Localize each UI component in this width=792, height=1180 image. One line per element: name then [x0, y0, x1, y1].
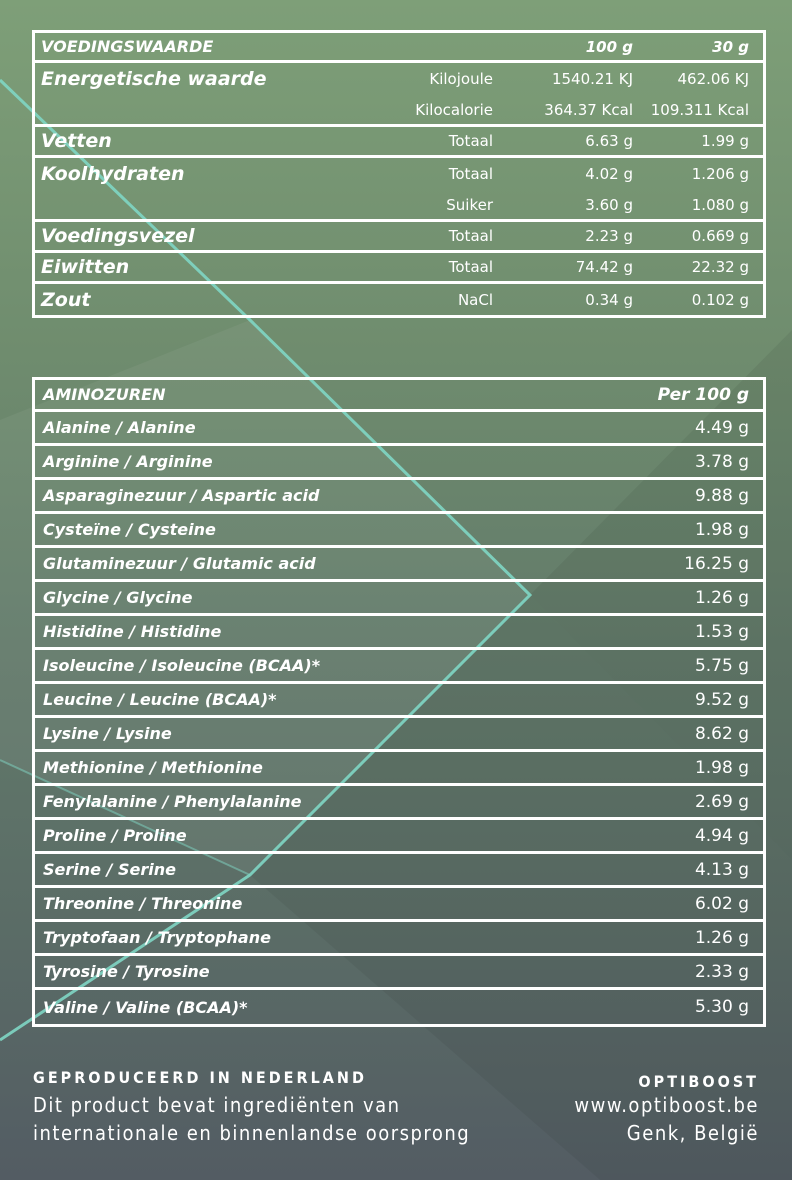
amino-row — [35, 854, 763, 888]
amino-label: Glycine / Glycine — [43, 588, 193, 607]
amino-value: 9.52 g — [694, 689, 749, 710]
nutrient-value-30g: 22.32 g — [691, 258, 749, 276]
nutrient-unit: Totaal — [448, 258, 493, 276]
amino-value: 6.02 g — [694, 893, 749, 914]
amino-col-per100g: Per 100 g — [657, 384, 749, 405]
amino-row — [35, 514, 763, 548]
nutrient-label: Eiwitten — [41, 256, 130, 278]
nutrient-unit: NaCl — [457, 290, 493, 309]
amino-value: 1.26 g — [694, 587, 749, 608]
amino-label: Arginine / Arginine — [43, 452, 213, 471]
nutrient-value-30g: 462.06 KJ — [677, 70, 749, 88]
nutrient-value-100g: 74.42 g — [575, 258, 633, 276]
amino-value: 5.30 g — [694, 997, 749, 1017]
nutrition-row — [35, 158, 763, 190]
amino-value: 4.49 g — [694, 417, 749, 438]
nutrient-value-100g: 3.60 g — [585, 195, 633, 214]
nutrition-row — [35, 284, 763, 315]
amino-label: Isoleucine / Isoleucine (BCAA)* — [43, 656, 321, 675]
nutrition-table — [32, 30, 766, 318]
amino-label: Fenylalanine / Phenylalanine — [43, 792, 302, 811]
amino-acids-table — [32, 377, 766, 1027]
nutrition-row — [35, 63, 763, 95]
nutrition-row — [35, 253, 763, 284]
amino-row — [35, 786, 763, 820]
amino-value: 1.98 g — [694, 757, 749, 778]
amino-label: Histidine / Histidine — [43, 622, 222, 641]
amino-label: Proline / Proline — [43, 826, 187, 845]
nutrient-value-100g: 364.37 Kcal — [544, 100, 633, 119]
amino-label: Methionine / Methionine — [43, 758, 263, 777]
amino-label: Valine / Valine (BCAA)* — [43, 997, 248, 1017]
brand-location: Genk, België — [626, 1121, 759, 1145]
amino-label: Asparaginezuur / Aspartic acid — [43, 486, 320, 505]
amino-row — [35, 582, 763, 616]
amino-label: Tryptofaan / Tryptophane — [43, 928, 271, 947]
amino-label: Threonine / Threonine — [43, 894, 243, 913]
amino-value: 4.13 g — [694, 859, 749, 880]
amino-value: 8.62 g — [694, 723, 749, 744]
nutrient-value-30g: 1.99 g — [701, 132, 749, 150]
amino-header-row — [35, 380, 763, 412]
amino-label: Leucine / Leucine (BCAA)* — [43, 690, 277, 709]
amino-value: 1.53 g — [694, 621, 749, 642]
nutrient-value-100g: 1540.21 KJ — [551, 70, 633, 88]
nutrient-unit: Kilojoule — [429, 70, 493, 88]
nutrient-value-30g: 1.206 g — [691, 165, 749, 183]
amino-label: Glutaminezuur / Glutamic acid — [43, 554, 316, 573]
nutrient-label: Voedingsvezel — [41, 225, 195, 247]
nutrient-label: Vetten — [41, 130, 112, 152]
amino-value: 2.69 g — [694, 791, 749, 812]
amino-row — [35, 956, 763, 990]
nutrient-label: Koolhydraten — [41, 163, 185, 185]
amino-value: 1.98 g — [694, 519, 749, 540]
amino-row — [35, 616, 763, 650]
amino-row — [35, 412, 763, 446]
origin-title: GEPRODUCEERD IN NEDERLAND — [33, 1068, 367, 1087]
amino-value: 16.25 g — [684, 553, 749, 574]
nutrition-col-30g: 30 g — [712, 37, 749, 56]
nutrient-label: Zout — [41, 288, 91, 311]
amino-label: Lysine / Lysine — [43, 724, 172, 743]
nutrient-unit: Kilocalorie — [415, 100, 493, 119]
nutrient-unit: Totaal — [448, 227, 493, 245]
nutrient-unit: Suiker — [446, 195, 493, 214]
origin-line-1: Dit product bevat ingrediënten van — [33, 1093, 401, 1117]
amino-label: Serine / Serine — [43, 860, 176, 879]
nutrient-value-30g: 0.102 g — [691, 290, 749, 309]
amino-label: Alanine / Alanine — [43, 418, 196, 437]
brand-info — [574, 1072, 759, 1147]
amino-row — [35, 922, 763, 956]
amino-value: 2.33 g — [694, 961, 749, 982]
nutrition-header-row — [35, 33, 763, 63]
brand-website[interactable]: www.optiboost.be — [574, 1093, 759, 1117]
nutrient-unit: Totaal — [448, 165, 493, 183]
amino-row — [35, 888, 763, 922]
amino-row — [35, 480, 763, 514]
amino-label: Tyrosine / Tyrosine — [43, 962, 210, 981]
amino-value: 5.75 g — [694, 655, 749, 676]
nutrition-col-100g: 100 g — [585, 37, 633, 56]
nutrient-value-100g: 4.02 g — [585, 165, 633, 183]
amino-value: 4.94 g — [694, 825, 749, 846]
amino-value: 1.26 g — [694, 927, 749, 948]
nutrient-label: Energetische waarde — [41, 68, 267, 90]
amino-value: 9.88 g — [694, 485, 749, 506]
amino-title: AMINOZUREN — [43, 385, 166, 404]
nutrient-value-100g: 6.63 g — [585, 132, 633, 150]
nutrition-row — [35, 190, 763, 222]
amino-row — [35, 684, 763, 718]
amino-row — [35, 752, 763, 786]
nutrition-row — [35, 95, 763, 127]
nutrition-title: VOEDINGSWAARDE — [41, 37, 214, 56]
origin-info — [33, 1068, 470, 1147]
amino-row — [35, 820, 763, 854]
nutrient-value-100g: 2.23 g — [585, 227, 633, 245]
amino-row — [35, 718, 763, 752]
origin-line-2: internationale en binnenlandse oorsprong — [33, 1121, 471, 1145]
amino-row — [35, 650, 763, 684]
nutrient-value-30g: 0.669 g — [691, 227, 749, 245]
nutrient-value-30g: 1.080 g — [691, 195, 749, 214]
amino-row — [35, 990, 763, 1024]
brand-name: OPTIBOOST — [638, 1072, 759, 1091]
nutrient-unit: Totaal — [448, 132, 493, 150]
nutrient-value-30g: 109.311 Kcal — [650, 100, 749, 119]
amino-value: 3.78 g — [694, 451, 749, 472]
amino-row — [35, 548, 763, 582]
amino-row — [35, 446, 763, 480]
nutrient-value-100g: 0.34 g — [585, 290, 633, 309]
nutrition-row — [35, 222, 763, 253]
nutrition-row — [35, 127, 763, 158]
amino-label: Cysteïne / Cysteine — [43, 520, 216, 539]
